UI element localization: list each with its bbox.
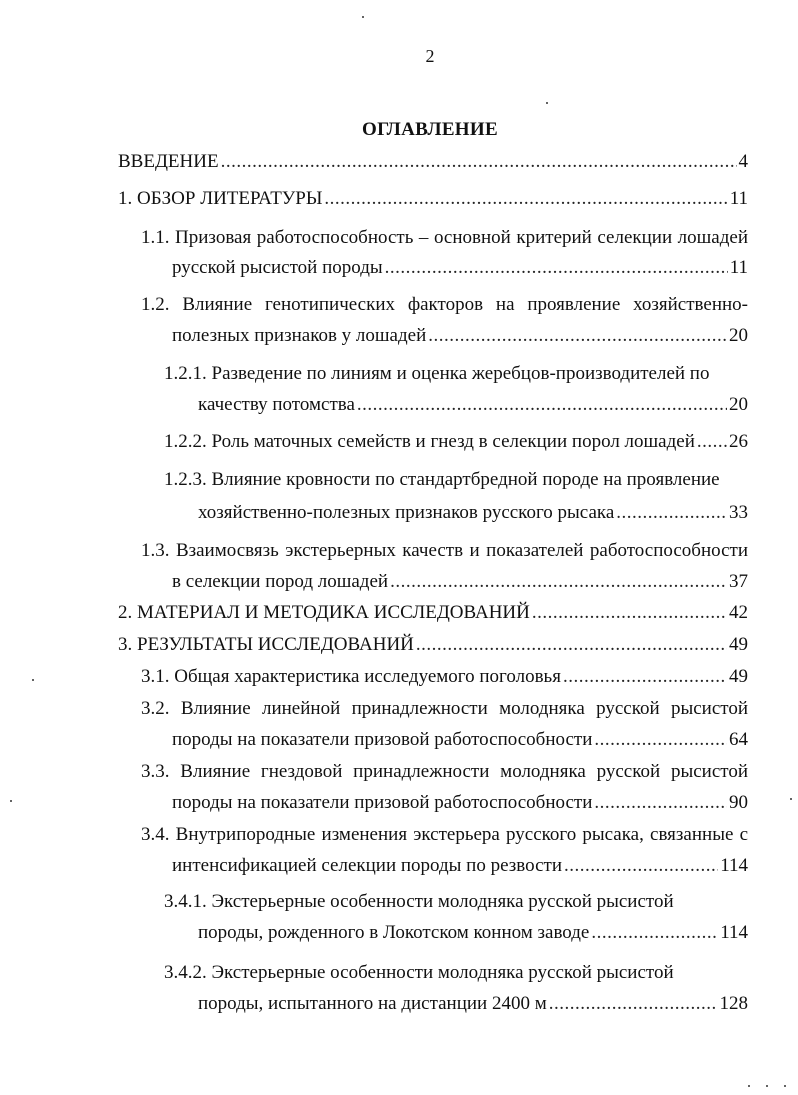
toc-entry-label: качеству потомства [198,394,355,415]
toc-entry-label: 3. РЕЗУЛЬТАТЫ ИССЛЕДОВАНИЙ [118,634,414,655]
toc-entry-label: породы, испытанного на дистанции 2400 м [198,993,547,1014]
scan-speck [784,1085,786,1087]
toc-entry-label: 1.2.2. Роль маточных семейств и гнезд в селекции порол лошадей [164,431,695,452]
toc-entry-3[interactable] [118,633,748,657]
toc-entry-label: ВВЕДЕНИЕ [118,151,219,172]
scan-speck [362,16,364,18]
dot-leader [591,921,718,945]
dot-leader [697,430,727,454]
toc-entry-3-2[interactable] [172,728,748,752]
toc-entry-label: породы на показатели призовой работоспособности [172,729,593,750]
toc-page-number: 114 [720,922,748,943]
toc-entry-label: русской рысистой породы [172,257,383,278]
dot-leader [532,601,727,625]
toc-page-number: 114 [720,855,748,876]
dot-leader [385,256,728,280]
toc-entry-label: породы, рожденного в Локотском конном заводе [198,922,590,943]
toc-page-number: 26 [729,431,748,452]
toc-entry-1-2-1[interactable] [198,393,748,417]
scan-speck [766,1085,768,1087]
page-number: 2 [425,46,435,66]
toc-entry-1-2[interactable] [172,324,748,348]
toc-entry-label: полезных признаков у лошадей [172,325,427,346]
toc-entry-1-2-3[interactable] [198,501,748,525]
toc-entry-label: 2. МАТЕРИАЛ И МЕТОДИКА ИССЛЕДОВАНИЙ [118,602,530,623]
toc-entry-1[interactable] [118,187,748,211]
toc-page-number: 128 [719,993,748,1014]
toc-entry-1-2-1-line1[interactable]: 1.2.1. Разведение по линиям и оценка жеребцов-производителей по [164,363,710,384]
toc-entry-2[interactable] [118,601,748,625]
toc-entry-1-1-line1[interactable]: 1.1. Призовая работоспособность – основной критерий селекции лошадей [141,227,748,248]
toc-entry-3-3-line1[interactable]: 3.3. Влияние гнездовой принадлежности молодняка русской рысистой [141,761,748,782]
dot-leader [563,665,727,689]
toc-entry-label: в селекции пород лошадей [172,571,389,592]
toc-entry-3-4-1-line1[interactable]: 3.4.1. Экстерьерные особенности молодняка русской рысистой [164,891,674,912]
toc-entry-1-2-3-line1[interactable]: 1.2.3. Влияние кровности по стандартбредной породе на проявление [164,469,720,490]
toc-entry-3-4-1[interactable] [198,921,748,945]
toc-page-number: 20 [729,325,748,346]
dot-leader [390,570,727,594]
toc-entry-1-1[interactable] [172,256,748,280]
toc-entry-1-3-line1[interactable]: 1.3. Взаимосвязь экстерьерных качеств и показателей работоспособности [141,540,748,561]
dot-leader [594,728,727,752]
toc-page-number: 49 [729,634,748,655]
toc-entry-label: хозяйственно-полезных признаков русского рысака [198,502,615,523]
toc-page-number: 11 [729,257,748,278]
dot-leader [357,393,727,417]
scan-speck [32,679,34,681]
toc-entry-3-4-2-line1[interactable]: 3.4.2. Экстерьерные особенности молодняка русской рысистой [164,962,674,983]
dot-leader [221,150,737,174]
toc-page-number: 20 [729,394,748,415]
dot-leader [594,791,727,815]
toc-title: ОГЛАВЛЕНИЕ [362,119,498,140]
toc-page-number: 64 [729,729,748,750]
dot-leader [616,501,727,525]
toc-entry-label: 3.1. Общая характеристика исследуемого поголовья [141,666,561,687]
scan-speck [790,798,792,800]
toc-entry-3-2-line1[interactable]: 3.2. Влияние линейной принадлежности молодняка русской рысистой [141,698,748,719]
dot-leader [324,187,727,211]
dot-leader [428,324,727,348]
toc-entry-1-2-2[interactable] [164,430,748,454]
toc-entry-label: 1. ОБЗОР ЛИТЕРАТУРЫ [118,188,323,209]
toc-entry-3-3[interactable] [172,791,748,815]
scan-speck [748,1085,750,1087]
toc-page-number: 37 [729,571,748,592]
toc-entry-1-3[interactable] [172,570,748,594]
toc-entry-3-4-line1[interactable]: 3.4. Внутрипородные изменения экстерьера русского рысака, связанные с [141,824,748,845]
toc-entry-label: породы на показатели призовой работоспособности [172,792,593,813]
dot-leader [549,992,718,1016]
toc-entry-3-1[interactable] [141,665,748,689]
toc-page-number: 11 [729,188,748,209]
toc-entry-label: интенсификацией селекции породы по резвости [172,855,562,876]
toc-entry-intro[interactable] [118,150,748,174]
scan-speck [10,800,12,802]
toc-entry-1-2-line1[interactable]: 1.2. Влияние генотипических факторов на проявление хозяйственно- [141,294,748,315]
toc-entry-3-4[interactable] [172,854,748,878]
toc-page-number: 49 [729,666,748,687]
scan-speck [546,102,548,104]
toc-page-number: 42 [729,602,748,623]
dot-leader [416,633,727,657]
toc-page-number: 90 [729,792,748,813]
toc-entry-3-4-2[interactable] [198,992,748,1016]
toc-page-number: 33 [729,502,748,523]
toc-page-number: 4 [738,151,748,172]
dot-leader [564,854,718,878]
